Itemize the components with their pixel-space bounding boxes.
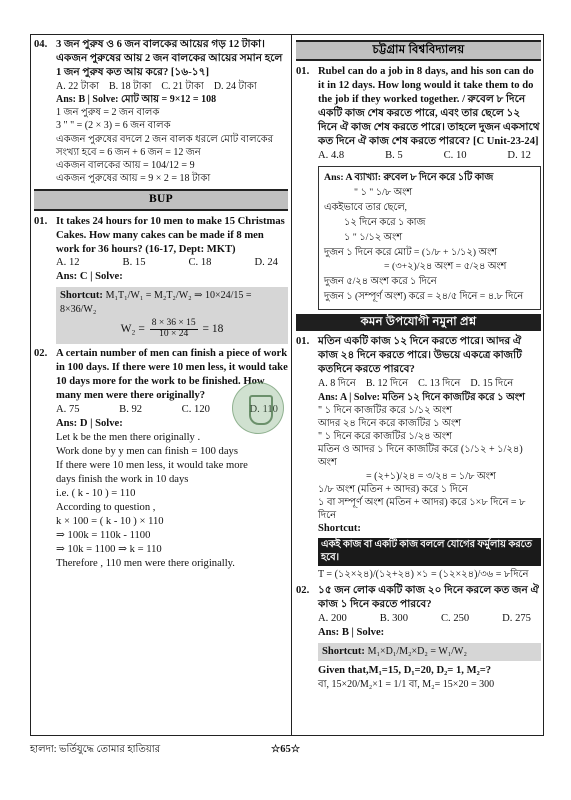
- shortcut-label: Shortcut:: [322, 646, 365, 658]
- section-header-ctg-university: চট্টগ্রাম বিশ্ববিদ্যালয়: [296, 40, 541, 61]
- watermark-logo-icon: [232, 382, 284, 434]
- question-text: মতিন একটি কাজ ১২ দিনে করতে পারে। আদর ঐ কাজ ২৪ দিনে করতে পারে। উভয়ে একত্রে কাজটি কতদিনে করতে পারবে?: [318, 336, 522, 376]
- options-row: [296, 149, 541, 163]
- question-01: [34, 215, 288, 257]
- solution-line: 1 জন পুরুষ = 2 জন বালক: [56, 107, 160, 119]
- shortcut-note-strip: একই কাজ বা একটি কাজ বললে যোগের ফর্মুলায় করতে হবে।: [318, 538, 541, 566]
- option-d: D. 24 টাকা: [213, 80, 257, 92]
- fraction-denominator: 10 × 24: [159, 329, 189, 340]
- option-a: A. 12: [56, 257, 80, 269]
- question-04: [34, 38, 288, 80]
- solution-line: একজন পুরুষের বদলে 2 জন বালক ধরলে মোট বালকের: [56, 133, 274, 145]
- solution-line: Therefore , 110 men were there originally.: [56, 557, 235, 569]
- solution-line: = (২+১)/২৪ = ৩/২৪ = ১/৮ অংশ: [366, 470, 496, 482]
- shortcut-formula: M₁T₁/W₁ = M₂T₂/W₂ ⇒ 10×24/15 = 8×36/W₂: [60, 290, 252, 316]
- question-number: 02.: [34, 348, 48, 360]
- answer-line: Ans: B | Solve: মোট আয় = 9×12 = 108: [56, 94, 217, 106]
- left-column: [34, 38, 288, 571]
- solution-line: " ১ দিনে কাজটির করে ১/১২ অংশ: [318, 404, 452, 416]
- solution-box: [318, 166, 541, 310]
- solution-line: ⇒ 100k = 110k - 1100: [56, 529, 151, 541]
- option-c: C. 10: [443, 149, 467, 161]
- option-c: C. 120: [181, 404, 210, 416]
- shortcut-label: Shortcut:: [60, 290, 103, 302]
- solution-line: ১২ দিনে করে ১ কাজ: [344, 216, 426, 228]
- option-d: D. 24: [254, 257, 278, 269]
- solution-line: " ১ " ১/৮ অংশ: [354, 186, 413, 198]
- solution-line: দুজন ১ দিনে করে মোট = (১/৮ + ১/১২) অংশ: [324, 246, 497, 258]
- final-line: বা, 15×20/M₂×1 = 1/1 বা, M₂= 15×20 = 300: [318, 679, 495, 691]
- option-d: D. 275: [502, 613, 531, 625]
- solution-line: Ans: A ব্যাখ্যা: রুবেল ৮ দিনে করে ১টি কাজ: [324, 171, 494, 183]
- answer-line: Ans: D | Solve:: [56, 418, 123, 430]
- solution-line: দুজন ১ (সম্পূর্ণ অংশ) করে = ২৪/৫ দিনে = ৪.৮ দিনে: [324, 291, 524, 303]
- option-b: B. 5: [385, 149, 403, 161]
- option-c: C. 21 টাকা: [161, 80, 204, 92]
- given-line: Given that,M₁=15, D₁=20, D₂= 1, M₂=?: [318, 665, 492, 677]
- option-a: A. 22 টাকা: [56, 80, 99, 92]
- solution-line: If there were 10 men less, it would take more: [56, 460, 248, 472]
- result-equation: [60, 319, 284, 340]
- option-b: B. 15: [122, 257, 146, 269]
- options-row: [296, 377, 541, 390]
- option-b: B. 12 দিনে: [365, 378, 409, 390]
- solution-line: একজন বালকের আয় = 104/12 = 9: [56, 160, 195, 172]
- solution-line: Let k be the men there originally .: [56, 432, 201, 444]
- option-b: B. 92: [119, 404, 143, 416]
- shortcut-label: Shortcut:: [318, 523, 361, 535]
- question-number: 01.: [296, 336, 310, 348]
- solution-line: সংখ্যা হবে = 6 জন + 6 জন = 12 জন: [56, 146, 201, 158]
- question-text: A certain number of men can finish a piece of work in 100 days. If there were 10 men less, it would take 10 days more for the work to be finished. How many men were there originally?: [56, 348, 288, 402]
- fraction-numerator: 8 × 36 × 15: [151, 318, 196, 329]
- shortcut-formula: M₁×D₁/M₂×D₂ = W₁/W₂: [367, 646, 467, 658]
- answer-line: Ans: A | Solve: মতিন ১২ দিনে কাজটির করে ১ অংশ: [318, 391, 525, 403]
- solution-line: i.e. ( k - 10 ) = 110: [56, 487, 136, 499]
- answer-line: Ans: B | Solve:: [318, 627, 385, 639]
- solution-line: 3 " " = (2 × 3) = 6 জন বালক: [56, 120, 171, 132]
- section-header-common-sample: কমন উপযোগী নমুনা প্রশ্ন: [296, 314, 541, 331]
- result-rhs: = 18: [202, 323, 224, 336]
- solution-line: মতিন ও আদর ১ দিনে কাজটির করে (১/১২ + ১/২৪) অংশ: [318, 444, 523, 469]
- option-a: A. 8 দিনে: [318, 378, 356, 390]
- solution-line: একজন পুরুষের আয় = 9 × 2 = 18 টাকা: [56, 173, 211, 185]
- shortcut-formula: T = (১২×২৪)/(১২+২৪) ×১ = (১২×২৪)/৩৬ = ৮দিনে: [318, 569, 529, 581]
- option-d: D. 110: [249, 404, 278, 416]
- solution-line: = (৩+২)/২৪ অংশ = ৫/২৪ অংশ: [384, 261, 507, 273]
- page-number: ☆65☆: [270, 744, 301, 755]
- solution-line: ১ বা সম্পূর্ণ অংশ (মতিন + আদর) করে ১×৮ দিনে = ৮ দিনে: [318, 497, 526, 522]
- question-02: [296, 584, 541, 612]
- question-text: Rubel can do a job in 8 days, and his son can do it in 12 days. How long would it take them to do the job if they worked together. / রুবেল ৮ দিনে একটি কাজ শেষ করতে পারে, এবং তার ছেলে ১২ দিনে ঐ কাজ শেষ করতে পারে। তাহলে দুজন একসাথে কত দিনে ঐ কাজ শেষ করতে পারবে? [C Unit-23-24]: [318, 66, 540, 148]
- solution-line: k × 100 = ( k - 10 ) × 110: [56, 515, 164, 527]
- question-number: 01.: [296, 66, 310, 78]
- solution-line: আদর ২৪ দিনে করে কাজটির ১ অংশ: [318, 417, 462, 429]
- question-text: 3 জন পুরুষ ও 6 জন বালকের আয়ের গড় 12 টাকা। একজন পুরুষের আয় 2 জন বালকের আয়ের সমান হলে 1 জন পুরুষ কত আয় করে? [১৬-১৭]: [56, 39, 283, 78]
- option-c: C. 18: [188, 257, 212, 269]
- solution-line: একইভাবে তার ছেলে,: [324, 201, 408, 213]
- solution-line: ⇒ 10k = 1100 ⇒ k = 110: [56, 543, 162, 555]
- question-01b: [296, 335, 541, 377]
- option-b: B. 300: [379, 613, 409, 625]
- shortcut-box: [318, 643, 541, 661]
- options-row: [34, 256, 288, 270]
- option-d: D. 15 দিনে: [470, 378, 514, 390]
- question-text: ১৫ জন লোক একটি কাজ ২০ দিনে করলে কত জন ঐ কাজ ১ দিনে করতে পারবে?: [318, 585, 539, 611]
- section-header-bup: BUP: [34, 189, 288, 210]
- column-divider: [291, 34, 292, 736]
- option-c: C. 13 দিনে: [418, 378, 461, 390]
- solution-line: According to question ,: [56, 501, 156, 513]
- question-number: 04.: [34, 39, 48, 50]
- result-fraction: [150, 319, 198, 340]
- options-row: [296, 612, 541, 626]
- solution-line: দুজন ৫/২৪ অংশ করে ১ দিনে: [324, 276, 437, 288]
- solution-line: days finish the work in 10 days: [56, 474, 189, 486]
- options-row: [34, 80, 288, 93]
- option-a: A. 4.8: [318, 149, 345, 161]
- option-d: D. 12: [507, 149, 531, 161]
- option-c: C. 250: [440, 613, 470, 625]
- question-number: 01.: [34, 215, 48, 227]
- question-number: 02.: [296, 585, 310, 597]
- solution-line: Work done by y men can finish = 100 days: [56, 446, 238, 458]
- option-a: A. 200: [318, 613, 347, 625]
- option-b: B. 18 টাকা: [108, 80, 152, 92]
- footer-publisher: হালদা: ভর্তিযুদ্ধে তোমার হাতিয়ার: [30, 744, 161, 755]
- answer-line: Ans: C | Solve:: [56, 271, 123, 283]
- question-text: It takes 24 hours for 10 men to make 15 Christmas Cakes. How many cakes can be made if 8 men work for 36 hours? (16-17, Dept: MKT): [56, 215, 285, 255]
- shortcut-box: [56, 287, 288, 344]
- solution-line: " ১ দিনে করে কাজটির ১/২৪ অংশ: [318, 431, 452, 443]
- solution-line: ১/৮ অংশ (মতিন + আদর) করে ১ দিনে: [318, 483, 468, 495]
- right-column: [296, 38, 541, 691]
- option-a: A. 75: [56, 404, 80, 416]
- question-01: [296, 65, 541, 149]
- solution-line: ১ " ১/১২ অংশ: [344, 231, 403, 243]
- result-lhs: W₂ =: [120, 323, 145, 336]
